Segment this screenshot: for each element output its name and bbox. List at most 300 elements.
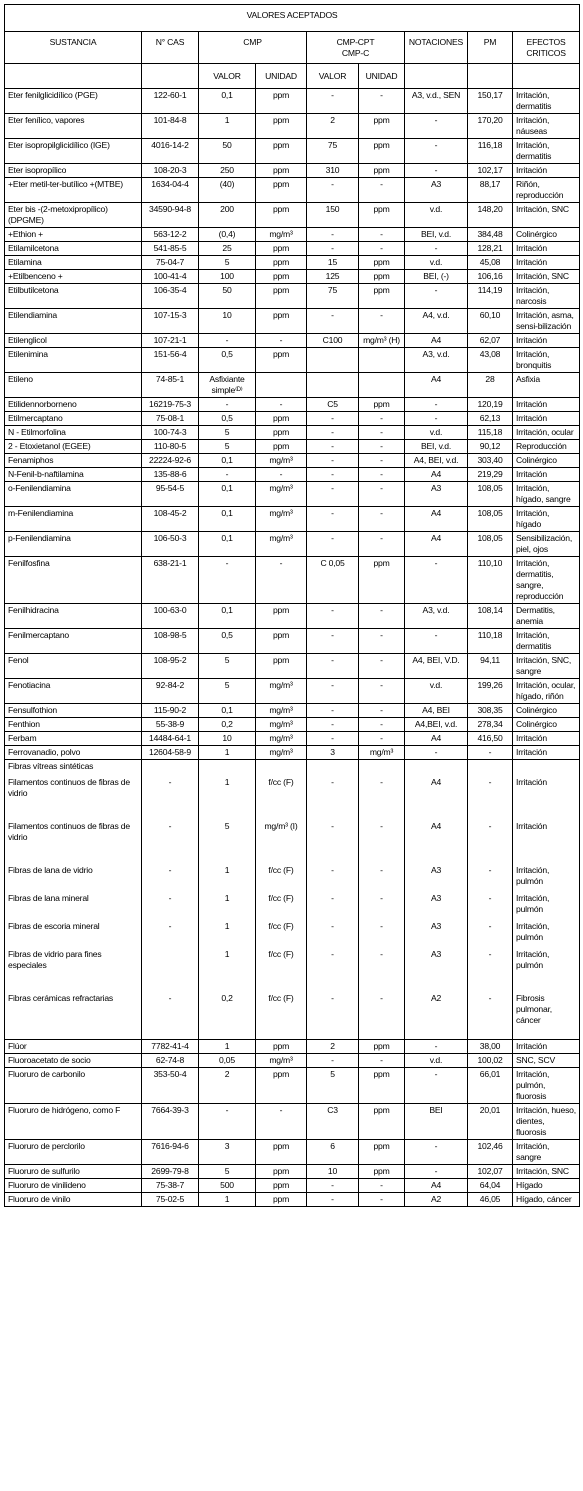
cmp-c-unit-cell: ppm bbox=[359, 1164, 405, 1178]
cmp-unit-cell: mg/m³ bbox=[256, 482, 307, 507]
cas-cell: 74-85-1 bbox=[142, 373, 199, 398]
table-row bbox=[5, 139, 580, 164]
substance-cell: Eter fenilglicidílico (PGE) bbox=[5, 89, 142, 114]
notation-cell: A3 bbox=[405, 482, 468, 507]
substance-cell: 2 - Etoxietanol (EGEE) bbox=[5, 440, 142, 454]
cmp-c-unit-cell: ppm bbox=[359, 398, 405, 412]
table-row bbox=[5, 256, 580, 270]
notation-cell: A2 bbox=[405, 989, 468, 1039]
cmp-c-unit-cell: - bbox=[359, 1178, 405, 1192]
pm-cell: 115,18 bbox=[468, 426, 513, 440]
cmp-c-value-cell: - bbox=[307, 917, 359, 945]
notation-cell: BEI, (-) bbox=[405, 270, 468, 284]
table-title: VALORES ACEPTADOS bbox=[5, 5, 580, 32]
cmp-c-unit-cell: - bbox=[359, 454, 405, 468]
cmp-c-unit-cell: - bbox=[359, 426, 405, 440]
pm-cell: - bbox=[468, 889, 513, 917]
effects-cell: Irritación bbox=[513, 468, 580, 482]
cmp-c-value-cell: - bbox=[307, 412, 359, 426]
cas-cell: 108-45-2 bbox=[142, 507, 199, 532]
pm-cell: - bbox=[468, 773, 513, 817]
cmp-unit-cell: ppm bbox=[256, 604, 307, 629]
substance-cell: Etileno bbox=[5, 373, 142, 398]
cmp-unit-cell: mg/m³ (I) bbox=[256, 817, 307, 861]
table-row bbox=[5, 426, 580, 440]
table-row bbox=[5, 679, 580, 704]
effects-cell: Irritación, sangre bbox=[513, 1139, 580, 1164]
cmp-value-cell: - bbox=[199, 1103, 256, 1139]
substance-cell: Eter isopropílico bbox=[5, 164, 142, 178]
cmp-unit-cell bbox=[256, 373, 307, 398]
cmp-c-value-cell: C5 bbox=[307, 398, 359, 412]
cmp-value-cell: - bbox=[199, 334, 256, 348]
cmp-value-cell: 10 bbox=[199, 732, 256, 746]
effects-cell: Irritación, SNC, sangre bbox=[513, 654, 580, 679]
effects-cell: Irritación bbox=[513, 334, 580, 348]
effects-cell: Irritación bbox=[513, 398, 580, 412]
cmp-value-cell: 5 bbox=[199, 654, 256, 679]
table-row bbox=[5, 412, 580, 426]
substance-cell: Fluoruro de carbonilo bbox=[5, 1067, 142, 1103]
notation-cell: A2 bbox=[405, 1192, 468, 1206]
table-row bbox=[5, 557, 580, 604]
cmp-c-value-cell: - bbox=[307, 228, 359, 242]
effects-cell: Irritación bbox=[513, 256, 580, 270]
cmp-c-value-cell: - bbox=[307, 654, 359, 679]
cmp-value-cell: 3 bbox=[199, 1139, 256, 1164]
pm-cell: 20,01 bbox=[468, 1103, 513, 1139]
cas-cell: 14484-64-1 bbox=[142, 732, 199, 746]
notation-cell: v.d. bbox=[405, 256, 468, 270]
effects-cell: Irritación, dermatitis bbox=[513, 139, 580, 164]
cmp-c-value-cell: - bbox=[307, 889, 359, 917]
substance-cell: Fibras cerámicas refractarias bbox=[5, 989, 142, 1039]
notation-cell: - bbox=[405, 139, 468, 164]
cmp-value-cell: 250 bbox=[199, 164, 256, 178]
cmp-unit-cell: ppm bbox=[256, 440, 307, 454]
cmp-unit-cell: mg/m³ bbox=[256, 228, 307, 242]
pm-cell: - bbox=[468, 989, 513, 1039]
table-row bbox=[5, 468, 580, 482]
notation-cell: A4 bbox=[405, 334, 468, 348]
cmp-c-value-cell: - bbox=[307, 178, 359, 203]
substance-cell: Etilidennorborneno bbox=[5, 398, 142, 412]
cas-cell: 101-84-8 bbox=[142, 114, 199, 139]
cmp-c-unit-cell: ppm bbox=[359, 1139, 405, 1164]
header-cmp-c-label: CMP-C bbox=[341, 48, 370, 58]
pm-cell: 116,18 bbox=[468, 139, 513, 164]
substance-cell: Fluoroacetato de socio bbox=[5, 1053, 142, 1067]
substance-cell: p-Fenilendiamina bbox=[5, 532, 142, 557]
subheader-unidad2: UNIDAD bbox=[359, 64, 405, 89]
notation-cell: A4 bbox=[405, 817, 468, 861]
cmp-value-cell: 10 bbox=[199, 309, 256, 334]
cmp-c-value-cell: 150 bbox=[307, 203, 359, 228]
cmp-c-unit-cell: - bbox=[359, 228, 405, 242]
pm-cell: 43,08 bbox=[468, 348, 513, 373]
cas-cell: 12604-58-9 bbox=[142, 746, 199, 760]
effects-cell: Colinérgico bbox=[513, 228, 580, 242]
substance-cell: Etilenglicol bbox=[5, 334, 142, 348]
cas-cell: 100-41-4 bbox=[142, 270, 199, 284]
cas-cell bbox=[142, 945, 199, 989]
cmp-c-value-cell: - bbox=[307, 426, 359, 440]
pm-cell: 148,20 bbox=[468, 203, 513, 228]
table-row bbox=[5, 482, 580, 507]
cmp-unit-cell: f/cc (F) bbox=[256, 889, 307, 917]
cas-cell: 110-80-5 bbox=[142, 440, 199, 454]
cmp-unit-cell: ppm bbox=[256, 629, 307, 654]
notation-cell: A4 bbox=[405, 373, 468, 398]
notation-cell: A3 bbox=[405, 889, 468, 917]
cmp-c-unit-cell: - bbox=[359, 1192, 405, 1206]
subheader-unidad: UNIDAD bbox=[256, 64, 307, 89]
notation-cell: A3 bbox=[405, 945, 468, 989]
cas-cell: 353-50-4 bbox=[142, 1067, 199, 1103]
cas-cell: 34590-94-8 bbox=[142, 203, 199, 228]
substance-cell: Fenthion bbox=[5, 718, 142, 732]
effects-cell: Irritación, narcosis bbox=[513, 284, 580, 309]
cmp-unit-cell: ppm bbox=[256, 1039, 307, 1053]
cmp-c-unit-cell: - bbox=[359, 732, 405, 746]
cmp-unit-cell: ppm bbox=[256, 1178, 307, 1192]
substance-cell: Flúor bbox=[5, 1039, 142, 1053]
cmp-unit-cell: f/cc (F) bbox=[256, 917, 307, 945]
fiber-group-empty bbox=[405, 760, 468, 774]
cmp-c-unit-cell: ppm bbox=[359, 270, 405, 284]
cmp-c-unit-cell: - bbox=[359, 242, 405, 256]
cas-cell: 55-38-9 bbox=[142, 718, 199, 732]
cas-cell: - bbox=[142, 989, 199, 1039]
cmp-value-cell: 0,05 bbox=[199, 1053, 256, 1067]
cmp-c-unit-cell: - bbox=[359, 917, 405, 945]
cmp-unit-cell: - bbox=[256, 557, 307, 604]
substance-cell: m-Fenilendiamina bbox=[5, 507, 142, 532]
notation-cell: A4 bbox=[405, 732, 468, 746]
notation-cell: v.d. bbox=[405, 203, 468, 228]
pm-cell: 108,14 bbox=[468, 604, 513, 629]
cas-cell: 95-54-5 bbox=[142, 482, 199, 507]
cmp-value-cell: 1 bbox=[199, 773, 256, 817]
effects-cell: Irritación, pulmón bbox=[513, 889, 580, 917]
cmp-value-cell: 25 bbox=[199, 242, 256, 256]
pm-cell: 110,18 bbox=[468, 629, 513, 654]
cmp-value-cell: 2 bbox=[199, 1067, 256, 1103]
cmp-c-value-cell: - bbox=[307, 454, 359, 468]
cmp-c-unit-cell: - bbox=[359, 704, 405, 718]
header-cmp-cpt-label: CMP-CPT bbox=[336, 37, 375, 47]
cmp-value-cell: 0,5 bbox=[199, 412, 256, 426]
notation-cell: - bbox=[405, 242, 468, 256]
substance-cell: Fenotiacina bbox=[5, 679, 142, 704]
effects-cell: Irritación bbox=[513, 164, 580, 178]
cmp-value-cell: (40) bbox=[199, 178, 256, 203]
cmp-c-value-cell: - bbox=[307, 1178, 359, 1192]
header-effects: EFECTOS CRITICOS bbox=[513, 32, 580, 64]
cmp-value-cell: 0,1 bbox=[199, 532, 256, 557]
cmp-c-value-cell: - bbox=[307, 507, 359, 532]
table-row bbox=[5, 746, 580, 760]
cmp-unit-cell: ppm bbox=[256, 242, 307, 256]
substance-cell: Etilbutilcetona bbox=[5, 284, 142, 309]
cmp-c-unit-cell: - bbox=[359, 412, 405, 426]
cmp-c-value-cell: - bbox=[307, 468, 359, 482]
table-row bbox=[5, 732, 580, 746]
effects-cell: SNC, SCV bbox=[513, 1053, 580, 1067]
substance-cell: N-Fenil-b-naftilamina bbox=[5, 468, 142, 482]
pm-cell: 45,08 bbox=[468, 256, 513, 270]
pm-cell: 28 bbox=[468, 373, 513, 398]
header-notations: NOTACIONES bbox=[405, 32, 468, 64]
subheader-valor2: VALOR bbox=[307, 64, 359, 89]
cmp-unit-cell: ppm bbox=[256, 256, 307, 270]
notation-cell: A4 bbox=[405, 1178, 468, 1192]
cmp-c-value-cell: 10 bbox=[307, 1164, 359, 1178]
cmp-c-unit-cell: - bbox=[359, 718, 405, 732]
cmp-value-cell: 50 bbox=[199, 139, 256, 164]
cmp-c-unit-cell: ppm bbox=[359, 164, 405, 178]
table-body-fibers bbox=[5, 760, 580, 1040]
table-row bbox=[5, 398, 580, 412]
cas-cell: 563-12-2 bbox=[142, 228, 199, 242]
cmp-c-unit-cell: ppm bbox=[359, 256, 405, 270]
effects-cell: Reproducción bbox=[513, 440, 580, 454]
notation-cell: - bbox=[405, 557, 468, 604]
cmp-c-unit-cell: - bbox=[359, 309, 405, 334]
cmp-unit-cell: ppm bbox=[256, 270, 307, 284]
cmp-unit-cell: ppm bbox=[256, 1067, 307, 1103]
notation-cell: A3 bbox=[405, 861, 468, 889]
cmp-c-value-cell: - bbox=[307, 861, 359, 889]
cmp-unit-cell: ppm bbox=[256, 114, 307, 139]
cmp-c-value-cell: C 0,05 bbox=[307, 557, 359, 604]
cmp-c-value-cell: - bbox=[307, 704, 359, 718]
cmp-value-cell: 0,1 bbox=[199, 482, 256, 507]
pm-cell: 62,13 bbox=[468, 412, 513, 426]
notation-cell: v.d. bbox=[405, 1053, 468, 1067]
pm-cell: 88,17 bbox=[468, 178, 513, 203]
effects-cell: Irritación bbox=[513, 412, 580, 426]
table-row bbox=[5, 945, 580, 989]
cas-cell: 75-04-7 bbox=[142, 256, 199, 270]
cmp-unit-cell: ppm bbox=[256, 1192, 307, 1206]
cmp-unit-cell: f/cc (F) bbox=[256, 773, 307, 817]
pm-cell: 150,17 bbox=[468, 89, 513, 114]
substance-cell: Filamentos continuos de fibras de vidrio bbox=[5, 817, 142, 861]
cmp-c-value-cell: 125 bbox=[307, 270, 359, 284]
notation-cell: v.d. bbox=[405, 426, 468, 440]
cas-cell: 151-56-4 bbox=[142, 348, 199, 373]
cmp-c-value-cell: - bbox=[307, 482, 359, 507]
cmp-c-unit-cell: ppm bbox=[359, 1103, 405, 1139]
cmp-unit-cell: f/cc (F) bbox=[256, 861, 307, 889]
cmp-c-value-cell: 6 bbox=[307, 1139, 359, 1164]
table-row bbox=[5, 773, 580, 817]
notation-cell: - bbox=[405, 746, 468, 760]
effects-cell: Fibrosis pulmonar, cáncer bbox=[513, 989, 580, 1039]
pm-cell: 108,05 bbox=[468, 532, 513, 557]
pm-cell: 64,04 bbox=[468, 1178, 513, 1192]
cmp-value-cell: 1 bbox=[199, 917, 256, 945]
fiber-group-empty bbox=[468, 760, 513, 774]
cas-cell: 638-21-1 bbox=[142, 557, 199, 604]
substance-cell: Fibras de lana mineral bbox=[5, 889, 142, 917]
cas-cell: 62-74-8 bbox=[142, 1053, 199, 1067]
substance-cell: Fenamiphos bbox=[5, 454, 142, 468]
subheader-empty-4 bbox=[468, 64, 513, 89]
pm-cell: 384,48 bbox=[468, 228, 513, 242]
cmp-c-value-cell: - bbox=[307, 679, 359, 704]
substance-cell: Eter isopropilglicidílico (IGE) bbox=[5, 139, 142, 164]
cmp-unit-cell: ppm bbox=[256, 412, 307, 426]
notation-cell: v.d. bbox=[405, 679, 468, 704]
table-row bbox=[5, 1053, 580, 1067]
cas-cell: 107-21-1 bbox=[142, 334, 199, 348]
cmp-c-value-cell: 3 bbox=[307, 746, 359, 760]
cmp-unit-cell: ppm bbox=[256, 654, 307, 679]
table-row bbox=[5, 440, 580, 454]
pm-cell: 110,10 bbox=[468, 557, 513, 604]
pm-cell: 94,11 bbox=[468, 654, 513, 679]
table-row bbox=[5, 89, 580, 114]
cmp-unit-cell: mg/m³ bbox=[256, 1053, 307, 1067]
effects-cell: Irritación, dermatitis bbox=[513, 89, 580, 114]
cas-cell: 108-20-3 bbox=[142, 164, 199, 178]
cas-cell: - bbox=[142, 817, 199, 861]
cas-cell: 100-74-3 bbox=[142, 426, 199, 440]
table-row bbox=[5, 654, 580, 679]
cmp-c-value-cell: C3 bbox=[307, 1103, 359, 1139]
cmp-value-cell: 5 bbox=[199, 256, 256, 270]
table-row bbox=[5, 1103, 580, 1139]
effects-cell: Irritación bbox=[513, 1039, 580, 1053]
cas-cell: 106-50-3 bbox=[142, 532, 199, 557]
table-row bbox=[5, 284, 580, 309]
effects-cell: Dermatitis, anemia bbox=[513, 604, 580, 629]
cas-cell: 22224-92-6 bbox=[142, 454, 199, 468]
fiber-group-empty bbox=[256, 760, 307, 774]
effects-cell: Irritación, SNC bbox=[513, 1164, 580, 1178]
substance-cell: +Ethion + bbox=[5, 228, 142, 242]
pm-cell: - bbox=[468, 917, 513, 945]
table-body-main bbox=[5, 89, 580, 760]
cmp-value-cell: 0,1 bbox=[199, 454, 256, 468]
notation-cell: - bbox=[405, 1139, 468, 1164]
effects-cell: Irritación bbox=[513, 773, 580, 817]
cmp-unit-cell: mg/m³ bbox=[256, 454, 307, 468]
header-pm: PM bbox=[468, 32, 513, 64]
effects-cell: Irritación, ocular bbox=[513, 426, 580, 440]
effects-cell: Irritación, náuseas bbox=[513, 114, 580, 139]
effects-cell: Hígado, cáncer bbox=[513, 1192, 580, 1206]
effects-cell: Irritación bbox=[513, 242, 580, 256]
cmp-value-cell: Asfixiante simple⁽ᴰ⁾ bbox=[199, 373, 256, 398]
cmp-c-value-cell: - bbox=[307, 440, 359, 454]
table-row bbox=[5, 373, 580, 398]
cmp-value-cell: 0,1 bbox=[199, 507, 256, 532]
cmp-c-unit-cell: - bbox=[359, 945, 405, 989]
cmp-c-unit-cell: mg/m³ bbox=[359, 746, 405, 760]
notation-cell: A4 bbox=[405, 532, 468, 557]
pm-cell: 62,07 bbox=[468, 334, 513, 348]
table-body-fluor bbox=[5, 1039, 580, 1206]
notation-cell: - bbox=[405, 114, 468, 139]
cmp-c-unit-cell bbox=[359, 348, 405, 373]
cas-cell: 541-85-5 bbox=[142, 242, 199, 256]
cmp-value-cell: 5 bbox=[199, 1164, 256, 1178]
cmp-c-value-cell: - bbox=[307, 773, 359, 817]
pm-cell: 199,26 bbox=[468, 679, 513, 704]
cmp-c-value-cell: - bbox=[307, 718, 359, 732]
substance-cell: Fibras de vidrio para fines especiales bbox=[5, 945, 142, 989]
cmp-c-unit-cell: ppm bbox=[359, 1039, 405, 1053]
cmp-unit-cell: - bbox=[256, 398, 307, 412]
cmp-value-cell: 1 bbox=[199, 945, 256, 989]
limits-table bbox=[4, 4, 580, 1207]
cmp-c-unit-cell: ppm bbox=[359, 557, 405, 604]
effects-cell: Colinérgico bbox=[513, 454, 580, 468]
notation-cell: A3, v.d. bbox=[405, 604, 468, 629]
cmp-value-cell: - bbox=[199, 557, 256, 604]
cmp-unit-cell: mg/m³ bbox=[256, 679, 307, 704]
substance-cell: Fibras de lana de vidrio bbox=[5, 861, 142, 889]
header-cmp: CMP bbox=[199, 32, 307, 64]
fiber-group-empty bbox=[513, 760, 580, 774]
cas-cell: - bbox=[142, 773, 199, 817]
table-row bbox=[5, 454, 580, 468]
cmp-unit-cell: ppm bbox=[256, 203, 307, 228]
cmp-unit-cell: mg/m³ bbox=[256, 704, 307, 718]
cmp-value-cell: (0,4) bbox=[199, 228, 256, 242]
notation-cell: - bbox=[405, 1067, 468, 1103]
cmp-unit-cell: mg/m³ bbox=[256, 718, 307, 732]
table-row bbox=[5, 989, 580, 1039]
cmp-c-value-cell: 310 bbox=[307, 164, 359, 178]
cmp-unit-cell: ppm bbox=[256, 426, 307, 440]
subheader-empty-5 bbox=[513, 64, 580, 89]
cmp-c-value-cell: - bbox=[307, 1053, 359, 1067]
cmp-value-cell: 1 bbox=[199, 1039, 256, 1053]
subheader-empty-1 bbox=[5, 64, 142, 89]
cmp-value-cell: 200 bbox=[199, 203, 256, 228]
effects-cell: Irritación, pulmón bbox=[513, 945, 580, 989]
cmp-value-cell: 0,5 bbox=[199, 348, 256, 373]
table-row bbox=[5, 242, 580, 256]
cmp-c-value-cell: - bbox=[307, 604, 359, 629]
cas-cell: - bbox=[142, 861, 199, 889]
substance-cell: Etilenimina bbox=[5, 348, 142, 373]
cas-cell: 115-90-2 bbox=[142, 704, 199, 718]
substance-cell: o-Fenilendiamina bbox=[5, 482, 142, 507]
cmp-c-unit-cell: ppm bbox=[359, 203, 405, 228]
substance-cell: Fibras de escoria mineral bbox=[5, 917, 142, 945]
cmp-c-unit-cell bbox=[359, 373, 405, 398]
notation-cell: BEI, v.d. bbox=[405, 228, 468, 242]
table-row bbox=[5, 1178, 580, 1192]
cmp-value-cell: 5 bbox=[199, 679, 256, 704]
cmp-c-value-cell bbox=[307, 373, 359, 398]
cmp-c-value-cell: 5 bbox=[307, 1067, 359, 1103]
cmp-unit-cell: f/cc (F) bbox=[256, 945, 307, 989]
notation-cell: - bbox=[405, 164, 468, 178]
pm-cell: 108,05 bbox=[468, 507, 513, 532]
cas-cell: 7616-94-6 bbox=[142, 1139, 199, 1164]
table-row bbox=[5, 507, 580, 532]
table-row bbox=[5, 604, 580, 629]
fiber-group-empty bbox=[142, 760, 199, 774]
cas-cell: 107-15-3 bbox=[142, 309, 199, 334]
substance-cell: Etilamina bbox=[5, 256, 142, 270]
